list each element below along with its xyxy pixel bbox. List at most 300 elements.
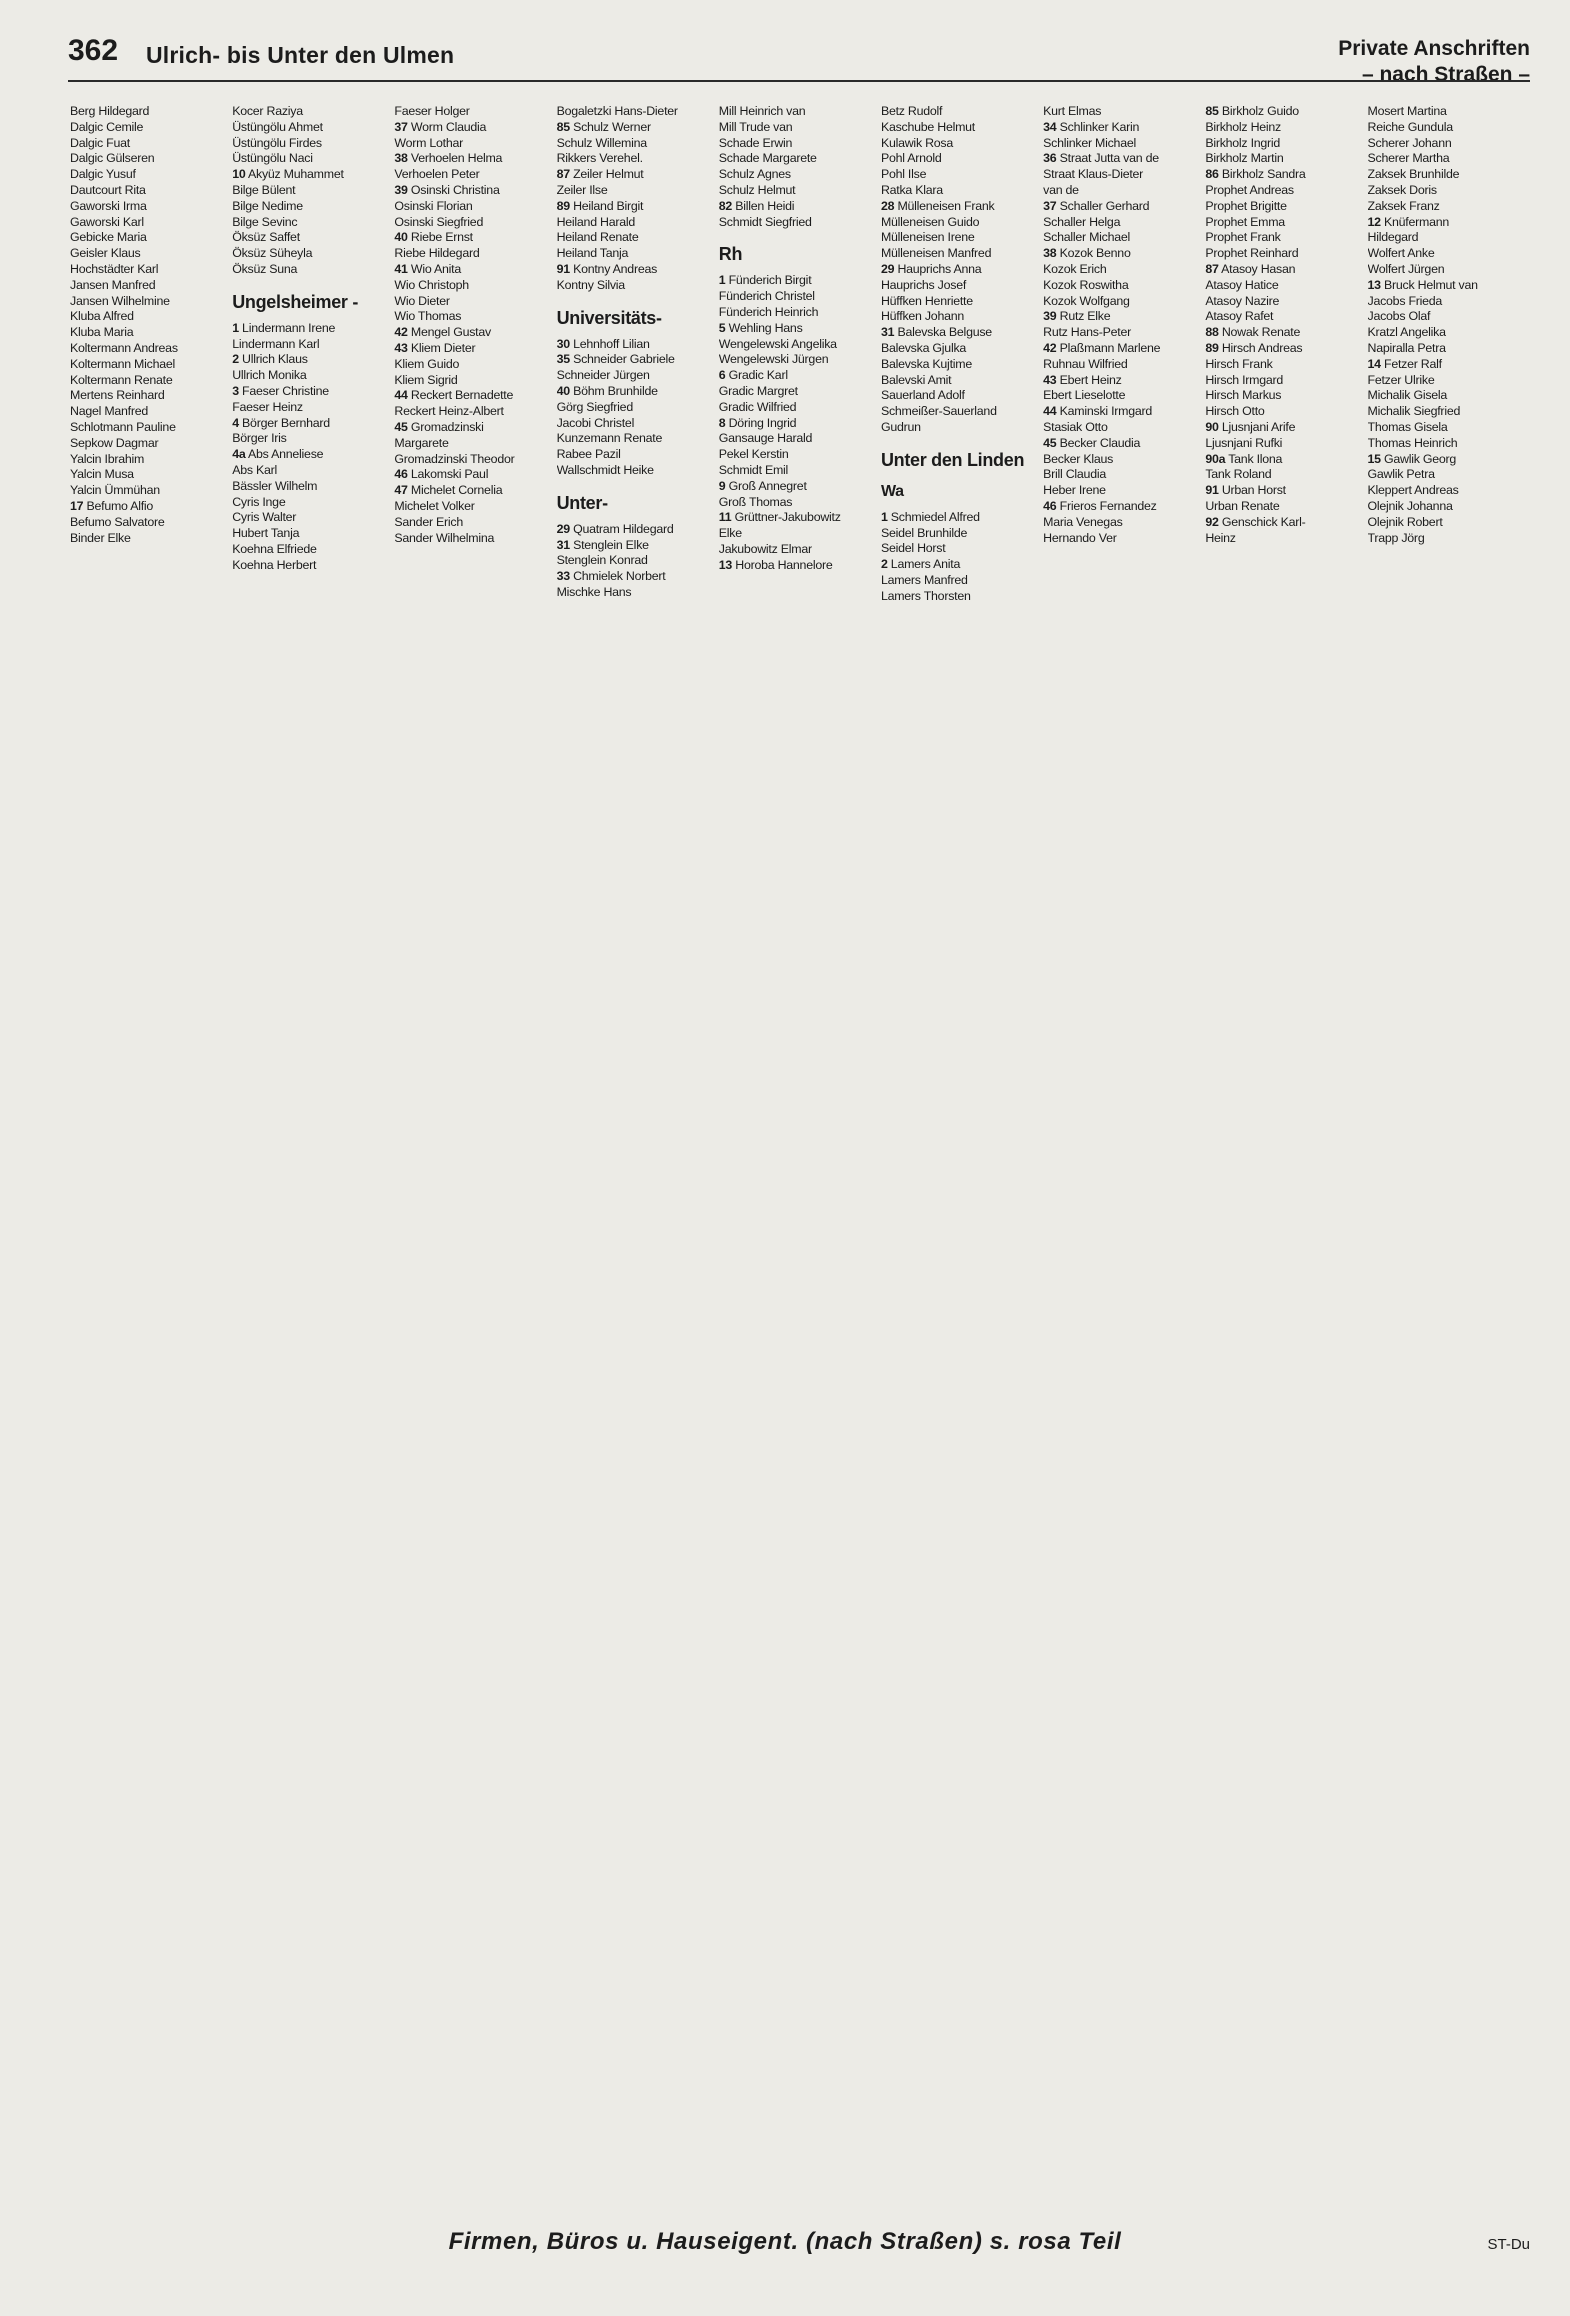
- house-number: 86: [1205, 167, 1219, 182]
- directory-entry: [1043, 120, 1199, 136]
- directory-entry: [1043, 436, 1199, 452]
- house-number: 34: [1043, 119, 1057, 134]
- resident-name: Börger Iris: [232, 431, 287, 446]
- directory-entry: [881, 136, 1037, 152]
- directory-entry: [1368, 373, 1524, 389]
- directory-entry: [1205, 515, 1361, 531]
- house-number: 44: [394, 388, 408, 403]
- resident-name: Atasoy Hasan: [1221, 261, 1296, 276]
- resident-name: Worm Claudia: [410, 119, 487, 134]
- resident-name: Bogaletzki Hans-Dieter: [556, 104, 678, 118]
- directory-entry: [881, 294, 1037, 310]
- resident-name: Kliem Guido: [394, 356, 460, 371]
- resident-name: Hauprichs Anna: [897, 261, 982, 276]
- house-number: 35: [556, 352, 570, 367]
- directory-entry: [394, 104, 550, 120]
- directory-entry: [557, 104, 713, 120]
- directory-entry: [557, 262, 713, 278]
- resident-name: Elke: [718, 526, 742, 541]
- directory-entry: [557, 120, 713, 136]
- directory-entry: [1368, 404, 1524, 420]
- directory-entry: [232, 183, 388, 199]
- directory-entry: [1043, 483, 1199, 499]
- house-number: 30: [556, 336, 570, 351]
- directory-entry: [1368, 467, 1524, 483]
- street-heading: [557, 493, 713, 514]
- resident-name: Yalcin Musa: [70, 467, 134, 482]
- directory-entry: [1205, 467, 1361, 483]
- directory-entry: [719, 167, 875, 183]
- resident-name: Scherer Martha: [1367, 151, 1450, 166]
- directory-entry: [1205, 531, 1361, 547]
- directory-entry: [70, 325, 226, 341]
- resident-name: Pekel Kerstin: [718, 447, 789, 462]
- resident-name: Napiralla Petra: [1367, 340, 1446, 355]
- directory-entry: [1205, 388, 1361, 404]
- directory-entry: [232, 479, 388, 495]
- directory-entry: [1043, 167, 1199, 183]
- directory-entry: [1205, 309, 1361, 325]
- directory-entry: [881, 341, 1037, 357]
- house-number: 1: [232, 320, 239, 335]
- house-number: 44: [1043, 404, 1057, 419]
- directory-entry: [1368, 515, 1524, 531]
- house-number: 4a: [232, 447, 246, 462]
- directory-entry: [1043, 278, 1199, 294]
- directory-entry: [881, 230, 1037, 246]
- street-heading: [232, 292, 388, 313]
- directory-entry: [719, 431, 875, 447]
- street-heading-text: Rh: [718, 244, 743, 265]
- street-heading-text: Unter den Linden: [880, 449, 1025, 470]
- resident-name: Osinski Siegfried: [394, 214, 484, 229]
- directory-entry: [232, 104, 388, 120]
- resident-name: Jakubowitz Elmar: [718, 541, 812, 556]
- directory-entry: [557, 384, 713, 400]
- resident-name: Fünderich Christel: [718, 289, 815, 304]
- resident-name: Berg Hildegard: [70, 104, 150, 118]
- directory-entry: [1205, 341, 1361, 357]
- resident-name: Yalcin Ümmühan: [70, 483, 160, 498]
- resident-name: Prophet Brigitte: [1205, 198, 1287, 213]
- resident-name: Reckert Bernadette: [410, 388, 514, 403]
- directory-column: [557, 104, 719, 2204]
- house-number: 88: [1205, 325, 1219, 340]
- directory-entry: [1368, 151, 1524, 167]
- directory-entry: [1043, 294, 1199, 310]
- house-number: 45: [394, 419, 408, 434]
- directory-column: [394, 104, 556, 2204]
- resident-name: Schulz Helmut: [718, 182, 796, 197]
- house-number: 2: [232, 352, 239, 367]
- resident-name: Hirsch Frank: [1205, 356, 1273, 371]
- directory-entry: [394, 246, 550, 262]
- resident-name: Birkholz Heinz: [1205, 119, 1282, 134]
- resident-name: Lehnhoff Lilian: [573, 336, 650, 351]
- directory-entry: [1368, 357, 1524, 373]
- directory-entry: [394, 420, 550, 436]
- directory-entry: [719, 400, 875, 416]
- house-number: 45: [1043, 435, 1057, 450]
- resident-name: Schlinker Karin: [1059, 119, 1140, 134]
- resident-name: Hirsch Irmgard: [1205, 372, 1284, 387]
- resident-name: Fünderich Birgit: [728, 273, 812, 288]
- resident-name: Fünderich Heinrich: [718, 304, 819, 319]
- directory-entry: [70, 515, 226, 531]
- resident-name: Stasiak Otto: [1043, 419, 1108, 434]
- resident-name: Schulz Agnes: [718, 167, 791, 182]
- resident-name: Mülleneisen Guido: [880, 214, 980, 229]
- directory-entry: [1205, 483, 1361, 499]
- resident-name: Plaßmann Marlene: [1059, 340, 1161, 355]
- directory-entry: [1043, 151, 1199, 167]
- resident-name: Kleppert Andreas: [1367, 483, 1459, 498]
- house-number: 89: [1205, 340, 1219, 355]
- directory-entry: [232, 352, 388, 368]
- directory-entry: [557, 278, 713, 294]
- directory-entry: [1205, 436, 1361, 452]
- directory-entry: [394, 151, 550, 167]
- directory-entry: [70, 341, 226, 357]
- directory-entry: [881, 167, 1037, 183]
- house-number: 4: [232, 415, 239, 430]
- resident-name: Ruhnau Wilfried: [1043, 356, 1128, 371]
- directory-entry: [232, 384, 388, 400]
- resident-name: Michelet Volker: [394, 498, 475, 513]
- directory-entry: [1043, 183, 1199, 199]
- resident-name: Koltermann Michael: [70, 356, 176, 371]
- directory-entry: [1043, 420, 1199, 436]
- street-heading: [557, 308, 713, 329]
- resident-name: Mill Trude van: [718, 119, 793, 134]
- directory-entry: [557, 199, 713, 215]
- resident-name: Sepkow Dagmar: [70, 435, 159, 450]
- resident-name: Kozok Roswitha: [1043, 277, 1129, 292]
- directory-entry: [557, 230, 713, 246]
- house-number: 13: [718, 557, 733, 572]
- resident-name: Maria Venegas: [1043, 514, 1123, 529]
- directory-entry: [1368, 309, 1524, 325]
- resident-name: Hirsch Markus: [1205, 388, 1282, 403]
- resident-name: Gudrun: [880, 419, 921, 434]
- directory-entry: [1205, 151, 1361, 167]
- house-number: 82: [718, 198, 733, 213]
- directory-entry: [1043, 404, 1199, 420]
- house-number: 41: [394, 261, 408, 276]
- resident-name: Dalgic Gülseren: [70, 151, 155, 166]
- resident-name: Groß Thomas: [718, 494, 793, 509]
- resident-name: Thomas Heinrich: [1367, 435, 1458, 450]
- directory-entry: [557, 337, 713, 353]
- resident-name: Görg Siegfried: [556, 399, 633, 414]
- directory-entry: [232, 558, 388, 574]
- resident-name: Kurt Elmas: [1043, 104, 1102, 118]
- resident-name: Akyüz Muhammet: [248, 167, 344, 182]
- directory-entry: [70, 167, 226, 183]
- resident-name: Kaschube Helmut: [880, 119, 975, 134]
- directory-entry: [1205, 404, 1361, 420]
- directory-entry: [557, 352, 713, 368]
- resident-name: Sander Erich: [394, 514, 464, 529]
- directory-entry: [70, 262, 226, 278]
- resident-name: Ebert Lieselotte: [1043, 388, 1126, 403]
- directory-entry: [1205, 199, 1361, 215]
- resident-name: Birkholz Guido: [1221, 104, 1299, 118]
- directory-entry: [719, 273, 875, 289]
- directory-entry: [1368, 294, 1524, 310]
- directory-entry: [394, 199, 550, 215]
- resident-name: Mischke Hans: [556, 584, 632, 599]
- street-heading: [881, 450, 1037, 502]
- resident-name: Rutz Elke: [1059, 309, 1111, 324]
- house-number: 6: [718, 368, 726, 383]
- directory-entry: [1043, 357, 1199, 373]
- resident-name: Gebicke Maria: [70, 230, 147, 245]
- resident-name: Wio Dieter: [394, 293, 450, 308]
- resident-name: Lamers Manfred: [880, 572, 968, 587]
- house-number: 31: [880, 325, 895, 340]
- resident-name: Zaksek Brunhilde: [1367, 167, 1460, 182]
- resident-name: Wolfert Anke: [1367, 246, 1435, 261]
- directory-entry: [881, 404, 1037, 420]
- resident-name: van de: [1043, 182, 1079, 197]
- directory-entry: [557, 400, 713, 416]
- resident-name: Faeser Holger: [394, 104, 470, 118]
- directory-entry: [881, 510, 1037, 526]
- resident-name: Osinski Christina: [410, 182, 500, 197]
- resident-name: Birkholz Ingrid: [1205, 135, 1281, 150]
- directory-entry: [232, 230, 388, 246]
- section-title-line2: – nach Straßen –: [1361, 63, 1530, 86]
- house-number: 46: [1043, 498, 1057, 513]
- resident-name: Mengel Gustav: [410, 325, 491, 340]
- resident-name: Seidel Brunhilde: [880, 525, 968, 540]
- resident-name: Üstüngölu Naci: [232, 151, 313, 166]
- resident-name: Reckert Heinz-Albert: [394, 404, 504, 419]
- resident-name: Frieros Fernandez: [1059, 498, 1157, 513]
- directory-entry: [1043, 531, 1199, 547]
- resident-name: Groß Annegret: [728, 478, 807, 493]
- resident-name: Prophet Emma: [1205, 214, 1285, 229]
- directory-entry: [557, 368, 713, 384]
- directory-entry: [232, 120, 388, 136]
- directory-entry: [1368, 499, 1524, 515]
- resident-name: Gawlik Petra: [1367, 467, 1435, 482]
- resident-name: Faeser Christine: [242, 383, 329, 398]
- directory-entry: [70, 499, 226, 515]
- directory-entry: [1368, 120, 1524, 136]
- directory-entry: [1205, 357, 1361, 373]
- resident-name: Birkholz Martin: [1205, 151, 1284, 166]
- directory-entry: [881, 120, 1037, 136]
- resident-name: Thomas Gisela: [1367, 419, 1448, 434]
- directory-columns: [70, 104, 1530, 2204]
- directory-entry: [719, 479, 875, 495]
- directory-entry: [1368, 278, 1524, 294]
- house-number: 13: [1367, 277, 1381, 292]
- directory-entry: [232, 136, 388, 152]
- house-number: 37: [394, 119, 408, 134]
- directory-entry: [881, 104, 1037, 120]
- resident-name: Schneider Jürgen: [556, 368, 650, 383]
- directory-entry: [232, 368, 388, 384]
- directory-entry: [70, 404, 226, 420]
- directory-entry: [1368, 215, 1524, 231]
- house-number: 40: [394, 230, 408, 245]
- page-title: Ulrich- bis Unter den Ulmen: [146, 42, 455, 68]
- resident-name: Kluba Maria: [70, 325, 134, 340]
- resident-name: Straat Klaus-Dieter: [1043, 167, 1144, 182]
- resident-name: Hauprichs Josef: [880, 277, 967, 292]
- directory-entry: [1043, 262, 1199, 278]
- resident-name: Kliem Sigrid: [394, 372, 458, 387]
- house-number: 9: [718, 478, 726, 493]
- resident-name: Wio Thomas: [394, 309, 462, 324]
- directory-entry: [394, 499, 550, 515]
- directory-entry: [881, 557, 1037, 573]
- resident-name: Seidel Horst: [880, 541, 946, 556]
- directory-entry: [70, 483, 226, 499]
- resident-name: Mülleneisen Manfred: [880, 246, 992, 261]
- resident-name: Birkholz Sandra: [1221, 167, 1306, 182]
- resident-name: Cyris Walter: [232, 510, 297, 525]
- resident-name: Bilge Sevinc: [232, 214, 298, 229]
- resident-name: Billen Heidi: [735, 198, 795, 213]
- directory-column: [881, 104, 1043, 2204]
- resident-name: Schlotmann Pauline: [70, 419, 176, 434]
- directory-entry: [1368, 183, 1524, 199]
- resident-name: Prophet Reinhard: [1205, 246, 1299, 261]
- resident-name: Geisler Klaus: [70, 246, 141, 261]
- directory-entry: [1368, 230, 1524, 246]
- resident-name: Öksüz Suna: [232, 261, 298, 276]
- resident-name: Dalgic Yusuf: [70, 167, 136, 182]
- directory-entry: [232, 321, 388, 337]
- resident-name: Schade Erwin: [718, 135, 793, 150]
- directory-entry: [719, 305, 875, 321]
- resident-name: Stenglein Elke: [573, 537, 649, 552]
- house-number: 85: [556, 119, 570, 134]
- directory-entry: [70, 136, 226, 152]
- directory-entry: [1043, 246, 1199, 262]
- directory-entry: [1043, 136, 1199, 152]
- directory-entry: [1043, 388, 1199, 404]
- house-number: 87: [556, 167, 570, 182]
- resident-name: Pohl Arnold: [880, 151, 942, 166]
- directory-entry: [232, 542, 388, 558]
- directory-entry: [232, 495, 388, 511]
- directory-entry: [557, 447, 713, 463]
- resident-name: Wio Anita: [410, 261, 461, 276]
- directory-entry: [1043, 215, 1199, 231]
- resident-name: Stenglein Konrad: [556, 553, 648, 568]
- directory-entry: [1043, 230, 1199, 246]
- resident-name: Atasoy Nazire: [1205, 293, 1280, 308]
- street-heading-text: Ungelsheimer -: [232, 291, 359, 312]
- directory-column: [232, 104, 394, 2204]
- resident-name: Tank Ilona: [1228, 451, 1283, 466]
- resident-name: Kozok Wolfgang: [1043, 293, 1130, 308]
- resident-name: Chmielek Norbert: [573, 569, 666, 584]
- directory-entry: [394, 120, 550, 136]
- resident-name: Bässler Wilhelm: [232, 478, 318, 493]
- directory-entry: [1368, 341, 1524, 357]
- resident-name: Zeiler Helmut: [573, 167, 644, 182]
- house-number: 43: [1043, 372, 1057, 387]
- directory-entry: [1368, 483, 1524, 499]
- resident-name: Schmiedel Alfred: [890, 509, 980, 524]
- directory-entry: [557, 538, 713, 554]
- resident-name: Heiland Harald: [556, 214, 636, 229]
- resident-name: Hirsch Otto: [1205, 404, 1265, 419]
- directory-entry: [394, 262, 550, 278]
- directory-entry: [70, 309, 226, 325]
- resident-name: Ratka Klara: [880, 182, 943, 197]
- directory-entry: [881, 262, 1037, 278]
- directory-entry: [719, 352, 875, 368]
- resident-name: Zaksek Doris: [1367, 182, 1437, 197]
- resident-name: Zeiler Ilse: [556, 182, 608, 197]
- directory-entry: [70, 388, 226, 404]
- house-number: 43: [394, 340, 408, 355]
- house-number: 15: [1367, 451, 1381, 466]
- resident-name: Wengelewski Angelika: [718, 336, 837, 351]
- directory-entry: [70, 452, 226, 468]
- resident-name: Dautcourt Rita: [70, 182, 146, 197]
- directory-entry: [719, 558, 875, 574]
- resident-name: Ljusnjani Rufki: [1205, 435, 1283, 450]
- directory-entry: [70, 531, 226, 547]
- directory-entry: [394, 404, 550, 420]
- header-rule: [68, 80, 1530, 82]
- directory-entry: [1368, 325, 1524, 341]
- resident-name: Lindermann Irene: [242, 320, 336, 335]
- house-number: 1: [718, 273, 726, 288]
- resident-name: Hubert Tanja: [232, 526, 300, 541]
- directory-entry: [557, 522, 713, 538]
- resident-name: Ullrich Monika: [232, 368, 307, 383]
- directory-entry: [719, 368, 875, 384]
- directory-entry: [719, 136, 875, 152]
- directory-entry: [557, 431, 713, 447]
- resident-name: Rabee Pazil: [556, 447, 621, 462]
- directory-entry: [1205, 373, 1361, 389]
- page-number: 362: [68, 34, 119, 67]
- resident-name: Fetzer Ulrike: [1367, 372, 1435, 387]
- resident-name: Sander Wilhelmina: [394, 530, 495, 545]
- directory-entry: [1205, 262, 1361, 278]
- resident-name: Michalik Siegfried: [1367, 404, 1461, 419]
- resident-name: Heiland Birgit: [573, 198, 644, 213]
- directory-entry: [557, 136, 713, 152]
- resident-name: Gradic Wilfried: [718, 399, 797, 414]
- resident-name: Kontny Silvia: [556, 277, 625, 292]
- resident-name: Wehling Hans: [728, 320, 803, 335]
- directory-entry: [719, 510, 875, 526]
- resident-name: Kaminski Irmgard: [1059, 404, 1153, 419]
- resident-name: Brill Claudia: [1043, 467, 1106, 482]
- resident-name: Schneider Gabriele: [573, 352, 675, 367]
- directory-entry: [1205, 104, 1361, 120]
- resident-name: Horoba Hannelore: [735, 557, 833, 572]
- resident-name: Nagel Manfred: [70, 404, 149, 419]
- house-number: 8: [718, 415, 726, 430]
- resident-name: Schaller Michael: [1043, 230, 1131, 245]
- resident-name: Wengelewski Jürgen: [718, 352, 829, 367]
- house-number: 87: [1205, 261, 1219, 276]
- resident-name: Nowak Renate: [1221, 325, 1301, 340]
- resident-name: Scherer Johann: [1367, 135, 1452, 150]
